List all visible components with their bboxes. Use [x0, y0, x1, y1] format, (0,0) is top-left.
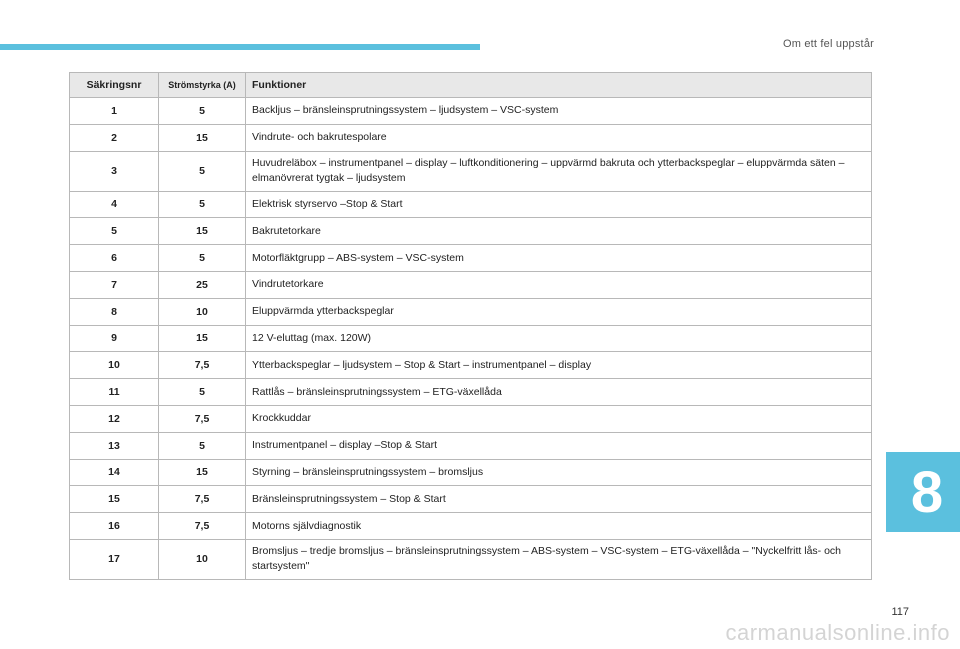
cell-function: Ytterbackspeglar – ljudsystem – Stop & Start – instrumentpanel – display — [246, 352, 872, 379]
chapter-tab: 8 — [886, 452, 960, 532]
cell-fuse-number: 1 — [70, 98, 159, 125]
cell-fuse-number: 5 — [70, 218, 159, 245]
cell-function: Krockkuddar — [246, 405, 872, 432]
table-row — [70, 298, 872, 325]
table-row — [70, 486, 872, 513]
cell-function: Instrumentpanel – display –Stop & Start — [246, 432, 872, 459]
watermark: carmanualsonline.info — [725, 620, 950, 645]
table-row — [70, 352, 872, 379]
cell-function: 12 V-eluttag (max. 120W) — [246, 325, 872, 352]
page-number: 117 — [891, 606, 909, 618]
cell-function: Elektrisk styrservo –Stop & Start — [246, 191, 872, 218]
cell-fuse-number: 8 — [70, 298, 159, 325]
cell-current: 5 — [159, 151, 246, 191]
cell-current: 7,5 — [159, 513, 246, 540]
cell-current: 15 — [159, 325, 246, 352]
table-row — [70, 271, 872, 298]
cell-fuse-number: 13 — [70, 432, 159, 459]
cell-fuse-number: 12 — [70, 405, 159, 432]
cell-function: Eluppvärmda ytterbackspeglar — [246, 298, 872, 325]
cell-current: 7,5 — [159, 486, 246, 513]
cell-fuse-number: 10 — [70, 352, 159, 379]
cell-current: 5 — [159, 191, 246, 218]
cell-fuse-number: 17 — [70, 539, 159, 579]
cell-current: 7,5 — [159, 352, 246, 379]
table-row — [70, 405, 872, 432]
cell-fuse-number: 6 — [70, 245, 159, 272]
cell-current: 5 — [159, 245, 246, 272]
cell-fuse-number: 11 — [70, 379, 159, 406]
col-header-fuse-number: Säkringsnr — [70, 73, 159, 98]
cell-fuse-number: 2 — [70, 124, 159, 151]
col-header-current: Strömstyrka (A) — [159, 73, 246, 98]
table-row — [70, 325, 872, 352]
table-header-row — [70, 73, 872, 98]
cell-fuse-number: 7 — [70, 271, 159, 298]
table-row — [70, 459, 872, 486]
cell-function: Vindrutetorkare — [246, 271, 872, 298]
table-row — [70, 539, 872, 579]
cell-function: Bromsljus – tredje bromsljus – bränsleinsprutningssystem – ABS-system – VSC-system – ETG-växellåda – "Nyckelfritt lås- och startsystem" — [246, 539, 872, 579]
cell-current: 15 — [159, 218, 246, 245]
cell-current: 15 — [159, 124, 246, 151]
cell-fuse-number: 16 — [70, 513, 159, 540]
cell-function: Huvudreläbox – instrumentpanel – display – luftkonditionering – uppvärmd bakruta och ytterbackspeglar – eluppvärmda säten – elmanövrerat tygtak – ljudsystem — [246, 151, 872, 191]
cell-current: 5 — [159, 379, 246, 406]
cell-current: 5 — [159, 432, 246, 459]
cell-current: 15 — [159, 459, 246, 486]
cell-current: 10 — [159, 539, 246, 579]
table-row — [70, 124, 872, 151]
table-row — [70, 151, 872, 191]
table-row — [70, 191, 872, 218]
cell-fuse-number: 14 — [70, 459, 159, 486]
table-row — [70, 98, 872, 125]
cell-current: 5 — [159, 98, 246, 125]
cell-function: Motorfläktgrupp – ABS-system – VSC-system — [246, 245, 872, 272]
cell-function: Vindrute- och bakrutespolare — [246, 124, 872, 151]
cell-function: Rattlås – bränsleinsprutningssystem – ETG-växellåda — [246, 379, 872, 406]
cell-function: Bakrutetorkare — [246, 218, 872, 245]
table-row — [70, 379, 872, 406]
fuse-table — [69, 72, 872, 580]
cell-current: 25 — [159, 271, 246, 298]
cell-fuse-number: 9 — [70, 325, 159, 352]
cell-current: 10 — [159, 298, 246, 325]
table-row — [70, 513, 872, 540]
table-row — [70, 218, 872, 245]
cell-current: 7,5 — [159, 405, 246, 432]
cell-function: Styrning – bränsleinsprutningssystem – bromsljus — [246, 459, 872, 486]
cell-fuse-number: 15 — [70, 486, 159, 513]
table-row — [70, 432, 872, 459]
header-accent-bar — [0, 44, 480, 50]
cell-function: Backljus – bränsleinsprutningssystem – ljudsystem – VSC-system — [246, 98, 872, 125]
cell-function: Motorns självdiagnostik — [246, 513, 872, 540]
running-head: Om ett fel uppstår — [782, 38, 874, 50]
cell-fuse-number: 4 — [70, 191, 159, 218]
col-header-functions: Funktioner — [246, 73, 872, 98]
cell-function: Bränsleinsprutningssystem – Stop & Start — [246, 486, 872, 513]
cell-fuse-number: 3 — [70, 151, 159, 191]
table-row — [70, 245, 872, 272]
